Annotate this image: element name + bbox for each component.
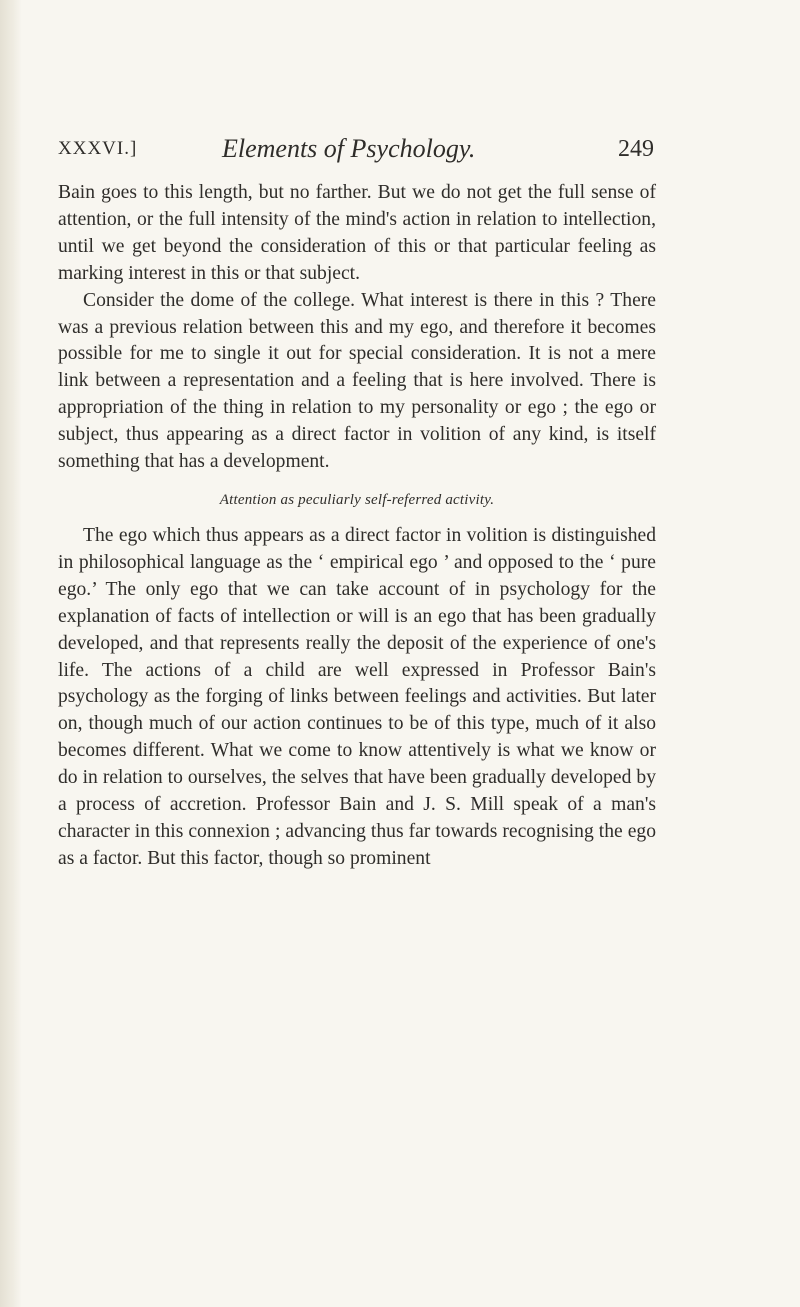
paragraph: The ego which thus appears as a direct factor in volition is distinguished in philosophical language as the ‘ empirical ego ’ and opposed to the ‘ pure ego.’ The only ego that we can take account of in psychology for the explanation of facts of intellection or will is an ego that has been gradually developed, and that represents really the deposit of the experience of one's life. The actions of a child are well expressed in Professor Bain's psychology as the forging of links between feelings and activities. But later on, though much of our action continues to be of this type, much of it also becomes different. What we come to know attentively is what we know or do in relation to ourselves, the selves that have been gradually developed by a process of accretion. Professor Bain and J. S. Mill speak of a man's character in this connexion ; advancing thus far towards recognising the ego as a factor. But this factor, though so prominent bbox=[58, 524, 656, 869]
body-text bbox=[58, 180, 656, 873]
page-number: 249 bbox=[618, 136, 654, 162]
book-title: Elements of Psychology. bbox=[222, 134, 476, 163]
book-page bbox=[58, 134, 770, 873]
section-heading: Attention as peculiarly self-referred activity. bbox=[219, 491, 495, 508]
chapter-number: XXXVI.] bbox=[58, 138, 138, 159]
page-gutter-shadow bbox=[0, 0, 22, 1307]
paragraph: Consider the dome of the college. What interest is there in this ? There was a previous relation between this and my ego, and therefore it becomes possible for me to single it out for special consideration. It is not a mere link between a representation and a feeling that is here involved. There is appropriation of the thing in relation to my personality or ego ; the ego or subject, thus appearing as a direct factor in volition of any kind, is itself something that has a development. bbox=[58, 289, 656, 473]
running-head bbox=[58, 134, 770, 168]
paragraph: Bain goes to this length, but no farther. But we do not get the full sense of attention, or the full intensity of the mind's action in relation to intellection, until we get beyond the consideration of this or that particular feeling as marking interest in this or that subject. bbox=[58, 182, 656, 284]
